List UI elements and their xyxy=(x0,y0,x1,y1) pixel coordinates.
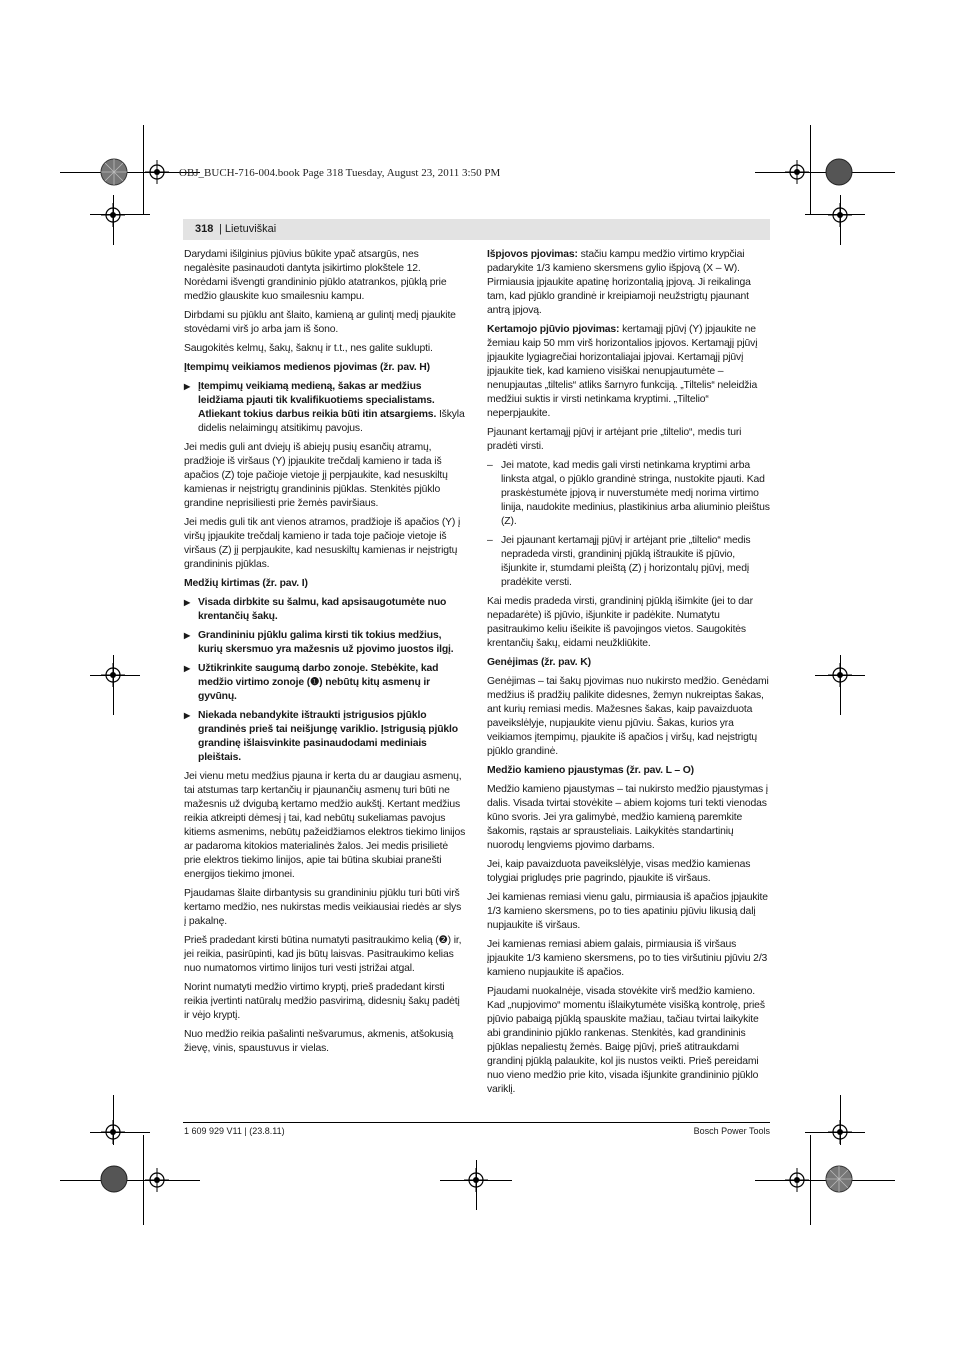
paragraph: Nuo medžio reikia pašalinti nešvarumus, akmenis, atšokusią žievę, vinis, spaustuvus ir vielas. xyxy=(184,1029,454,1054)
paragraph: Kai medis pradeda virsti, grandininį pjūklą išimkite (jei to dar nepadarėte) iš pjūvio, išjunkite ir padėkite. Numatytu pasitraukimo keliu išeikite iš pavojingos vietos. Saugokitės krentančių šakų, eidami neužkliūkite. xyxy=(487,596,753,649)
paragraph: Jei medis guli tik ant vienos atramos, pradžioje iš apačios (Y) į viršų įpjaukite trečdalį kamieno ir tada toje pačioje vietoje iš viršaus (Z) jį perpjaukite, kad nesuskiltų kamienas ir neįstrigtų grandininis pjūklas. xyxy=(184,517,461,570)
page-header xyxy=(183,219,770,240)
section-language: | Lietuviškai xyxy=(219,223,276,235)
paragraph: Jei, kaip pavaizduota paveikslėlyje, visas medžio kamienas tolygiai prigludęs prie pagrindo, pjaukite iš viršaus. xyxy=(487,859,751,884)
section-heading: Genėjimas (žr. pav. K) xyxy=(487,657,591,668)
crosshair-icon xyxy=(464,1168,488,1192)
color-target-icon xyxy=(825,1165,853,1193)
paragraph xyxy=(487,248,770,318)
left-column xyxy=(184,248,466,1061)
color-target-icon xyxy=(100,158,128,186)
crosshair-icon xyxy=(101,1120,125,1144)
crosshair-icon xyxy=(828,663,852,687)
warning-bullet xyxy=(184,380,466,436)
paragraph: Jei kamienas remiasi abiem galais, pirmiausia iš viršaus įpjaukite 1/3 kamieno skersmens, po to ties viršutiniu pjūviu 2/3 kamieno nupjaukite iš apačios. xyxy=(487,939,768,978)
warning-bullet: ▶ Visada dirbkite su šalmu, kad apsisaugotumėte nuo krentančių šakų. xyxy=(184,596,466,624)
bullet-text: Iškyla didelis nelaimingų atsitikimų pavojus. xyxy=(198,409,465,434)
section-heading: Įtempimų veikiamos medienos pjovimas (žr. pav. H) xyxy=(184,362,430,373)
right-column xyxy=(487,248,770,1102)
crosshair-icon xyxy=(101,203,125,227)
crosshair-icon xyxy=(828,203,852,227)
paragraph: Saugokitės kelmų, šakų, šaknų ir t.t., nes galite suklupti. xyxy=(184,343,433,354)
paragraph: Pjaunant kertamąjį pjūvį ir artėjant prie „tiltelio“, medis turi pradėti virsti. xyxy=(487,427,742,452)
paragraph: Jei medis guli ant dviejų iš abiejų pusių esančių atramų, pradžioje iš viršaus (Y) įpjaukite trečdalį kamieno ir tada iš apačios (Z) toje pačioje vietoje jį perpjaukite, kad nesuskiltų kamienas ir neįstrigtų grandininis pjūklas. Stenkitės pjūklo grandine neprisiliesti prie žemės paviršiaus. xyxy=(184,442,448,509)
run-in-heading: Išpjovos pjovimas: xyxy=(487,249,578,260)
paragraph: Jei kamienas remiasi vienu galu, pirmiausia iš apačios įpjaukite 1/3 kamieno skersmens, po to ties apatiniu pjūviu likusią dalį nupjaukite iš viršaus. xyxy=(487,892,768,931)
section-heading: Medžių kirtimas (žr. pav. I) xyxy=(184,578,308,589)
paragraph: Prieš pradedant kirsti būtina numatyti pasitraukimo kelią (❷) ir, jei reikia, pasirūpinti, kad jis būtų laisvas. Pasitraukimo kelias nuo numatomos virtimo linijos turi vesti įstrižai atgal. xyxy=(184,935,462,974)
crosshair-icon xyxy=(785,1168,809,1192)
footer-rule xyxy=(183,1122,770,1123)
page-number: 318 xyxy=(195,223,214,235)
footer-brand: Bosch Power Tools xyxy=(693,1126,770,1136)
paragraph: Medžio kamieno pjaustymas – tai nukirsto medžio pjaustymas į dalis. Visada tvirtai stovėkite – abiem kojoms turi tekti vienodas kūno svoris. Jei yra galimybė, medžio kamieną paremkite šakomis, rąstais ar sprausteliais. Laikykitės standartinių nuorodų lengviems pjovimo darbams. xyxy=(487,784,768,851)
paragraph-text: stačiu kampu medžio virtimo krypčiai padarykite 1/3 kamieno skersmens gylio išpjovą (X – W). Pirmiausia įpjaukite apatinę horizontalią įpjovą. Ji reikalinga tam, kad pjūklo grandinė ir kreipiamoji neužstrigtų pjaunant antrą įpjovą. xyxy=(487,249,751,316)
dash-item: – Jei matote, kad medis gali virsti netinkama kryptimi arba linksta atgal, o pjūklo grandinė stringa, nustokite pjauti. Kad praskėstumėte įpjovą ir nuverstumėte medį norima virtimo linija, naudokite medinius, plastikinius arba aliuminio pleištus (Z). xyxy=(487,459,770,529)
paragraph xyxy=(487,323,770,421)
paragraph: Pjaudami nuokalnėje, visada stovėkite virš medžio kamieno. Kad „nupjovimo“ momentu išlaikytumėte visišką kontrolę, prieš pjūvio pabaigą pjūklą spauskite mažiau, tačiau tvirtai laikykite abi grandininio pjūklo rankenas. Stenkitės, kad grandininis pjūklas nepaliestų žemės. Baigę pjūvį, prieš atitraukdami grandinį pjūklą palaukite, kol jis nustos veikti. Prieš pereidami nuo vieno medžio prie kito, visada išjunkite grandininio pjūklo variklį. xyxy=(487,986,765,1095)
warning-bullet: ▶ Užtikrinkite saugumą darbo zonoje. Stebėkite, kad medžio virtimo zonoje (❶) nebūtų kitų asmenų ir gyvūnų. xyxy=(184,662,466,704)
paragraph: Jei vienu metu medžius pjauna ir kerta du ar daugiau asmenų, tai atstumas tarp kertančių ir pjaunančių asmenų turi būti ne mažesnis už dvigubą kertamo medžio aukštį. Kertant medžius reikia atkreipti dėmesį į tai, kad nebūtų sukeliamas pavojus kitiems asmenims, nebūtų pažeidžiamos elektros tiekimo linijos ar padaroma kitokios materialinės žalos. Jei medis prisilietė prie elektros tiekimo linijos, apie tai būtina skubiai pranešti energijos tiekimo įmonei. xyxy=(184,771,466,880)
warning-bullet: ▶ Niekada nebandykite ištraukti įstrigusios pjūklo grandinės prieš tai neišjungę variklio. Įstrigusią pjūklo grandinę išlaisvinkite pasinaudodami mediniais pleištais. xyxy=(184,709,466,765)
paragraph-text: kertamąjį pjūvį (Y) įpjaukite ne žemiau kaip 50 mm virš horizontalios įpjovos. Kertamąjį pjūvį įpjaukite lygiagrečiai horizontaliajai įpjovai. Kertamąjį pjūvį įpjaukite tiek, kad kamieno visiškai nenupjautumėte – nenupjautas „tiltelis“ atliks šarnyro funkciją. „Tiltelis“ neleidžia medžiui suktis ir virsti netinkama kryptimi. „Tiltelio“ neperpjaukite. xyxy=(487,324,758,419)
color-target-icon xyxy=(100,1165,128,1193)
crosshair-icon xyxy=(101,663,125,687)
crosshair-icon xyxy=(145,160,169,184)
color-target-icon xyxy=(825,158,853,186)
paragraph: Darydami išilginius pjūvius būkite ypač atsargūs, nes negalėsite pasinaudoti dantyta įsikirtimo plokštele 12. Norėdami išvengti grandininio pjūklo atatrankos, pjūklą prie medžio glauskite kuo smailesniu kampu. xyxy=(184,249,447,302)
crosshair-icon xyxy=(145,1168,169,1192)
section-heading: Medžio kamieno pjaustymas (žr. pav. L – O) xyxy=(487,765,694,776)
crosshair-icon xyxy=(785,160,809,184)
run-in-heading: Kertamojo pjūvio pjovimas: xyxy=(487,324,620,335)
paragraph: Pjaudamas šlaite dirbantysis su grandininiu pjūklu turi būti virš kertamo medžio, nes nukirstas medis veikiausiai riedės ar slys į pakalnę. xyxy=(184,888,462,927)
print-info: OBJ_BUCH-716-004.book Page 318 Tuesday, August 23, 2011 3:50 PM xyxy=(179,167,501,179)
dash-item: – Jei pjaunant kertamąjį pjūvį ir artėjant prie „tiltelio“ medis nepradeda virsti, grandininį pjūklą ištraukite iš pjūvio, išjunkite ir, stumdami pleištą (Z) į horizontalų pjūvį, medį pradėkite versti. xyxy=(487,534,770,590)
warning-bullet: ▶ Grandininiu pjūklu galima kirsti tik tokius medžius, kurių skersmuo yra mažesnis už pjovimo juostos ilgį. xyxy=(184,629,466,657)
paragraph: Genėjimas – tai šakų pjovimas nuo nukirsto medžio. Genėdami medžius iš pradžių palikite didesnes, žemyn nukreiptas šakas, ant kurių remiasi medis. Mažesnes šakas, kaip pavaizduota paveikslėlyje, nupjaukite vienu pjūviu. Šakas, kurios yra veikiamos įtempimų, pjaukite iš apačios į viršų, kad neįstrigtų pjūklo grandinė. xyxy=(487,676,769,757)
paragraph: Norint numatyti medžio virtimo kryptį, prieš pradedant kirsti reikia įvertinti natūralų medžio pasvirimą, didesnių šakų padėtį ir vėjo kryptį. xyxy=(184,982,460,1021)
footer-doc-number: 1 609 929 V11 | (23.8.11) xyxy=(184,1126,285,1136)
bullet-bold-text: Įtempimų veikiamą medieną, šakas ar medžius leidžiama pjauti tik kvalifikuotiems specialistams. Atliekant tokius darbus reikia būti itin atsargiems. xyxy=(198,381,437,420)
paragraph: Dirbdami su pjūklu ant šlaito, kamieną ar gulintį medį pjaukite stovėdami virš jo arba jam iš šono. xyxy=(184,310,456,335)
crosshair-icon xyxy=(828,1120,852,1144)
